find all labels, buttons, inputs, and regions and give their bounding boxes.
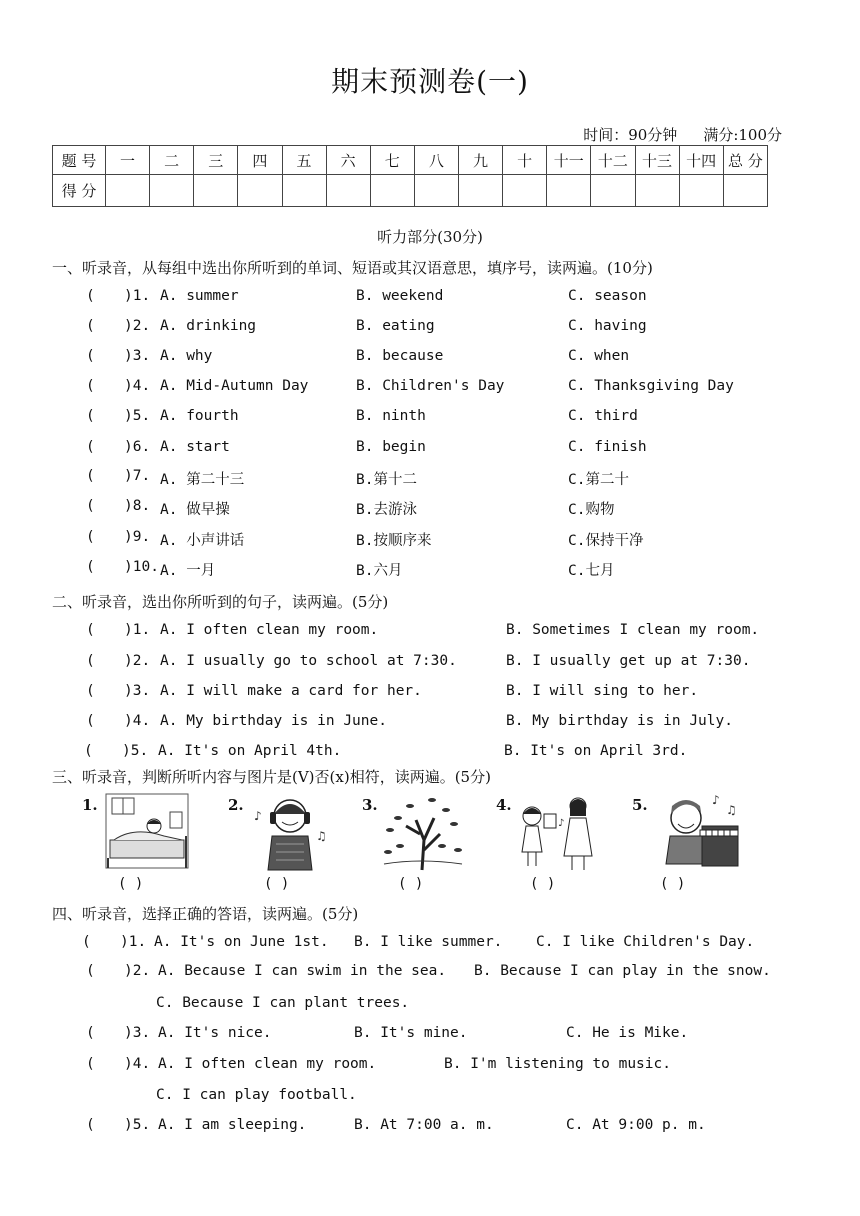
section-1-title: 一、听录音，从每组中选出你所听到的单词、短语或其汉语意思，填序号，读两遍。(10分) <box>52 259 653 277</box>
picture-number-4: 4. <box>496 796 512 814</box>
col-13: 十三 <box>635 146 679 175</box>
option-a[interactable]: A. I often clean my room. <box>160 622 379 638</box>
col-7: 七 <box>370 146 414 175</box>
option-b[interactable]: B. I usually get up at 7:30. <box>506 653 751 669</box>
score-cell[interactable] <box>503 175 547 207</box>
col-6: 六 <box>326 146 370 175</box>
question-number: )2. <box>124 318 151 334</box>
question-number: )2. <box>124 653 151 669</box>
answer-bracket-open[interactable]: ( <box>86 498 95 514</box>
question-number: )3. <box>124 1025 151 1041</box>
option-c[interactable]: C. I can play football. <box>156 1087 357 1103</box>
answer-bracket-open[interactable]: ( <box>86 348 95 364</box>
picture-number-2: 2. <box>228 796 244 814</box>
answer-bracket-open[interactable]: ( <box>86 288 95 304</box>
score-cell[interactable] <box>238 175 282 207</box>
answer-bracket-open[interactable]: ( <box>86 653 95 669</box>
score-table-header-row <box>53 146 768 175</box>
option-b[interactable]: B. I will sing to her. <box>506 683 699 699</box>
option-a[interactable]: A. 第二十三 <box>160 472 245 488</box>
option-c[interactable]: C. third <box>568 408 638 424</box>
question-number: )3. <box>124 348 151 364</box>
header-label: 题 号 <box>53 146 106 175</box>
svg-text:♫: ♫ <box>726 803 737 817</box>
option-b[interactable]: B.第十二 <box>356 472 417 488</box>
answer-bracket-open[interactable]: ( <box>84 743 93 759</box>
option-c[interactable]: C. season <box>568 288 647 304</box>
page-title: 期末预测卷(一) <box>331 65 529 98</box>
question-number: )3. <box>124 683 151 699</box>
option-c[interactable]: C. Thanksgiving Day <box>568 378 734 394</box>
score-cell[interactable] <box>723 175 767 207</box>
svg-text:♪: ♪ <box>254 809 262 823</box>
question-number: )10. <box>124 559 159 575</box>
option-a[interactable]: A. It's on June 1st. <box>154 934 329 950</box>
option-a[interactable]: A. It's nice. <box>158 1025 272 1041</box>
picture-number-3: 3. <box>362 796 378 814</box>
answer-bracket-open[interactable]: ( <box>86 559 95 575</box>
col-total: 总 分 <box>723 146 767 175</box>
col-11: 十一 <box>547 146 591 175</box>
girl-sick-in-bed-icon <box>104 790 190 872</box>
option-c[interactable]: C.第二十 <box>568 472 629 488</box>
answer-bracket-open[interactable]: ( <box>86 1056 95 1072</box>
option-a[interactable]: A. Because I can swim in the sea. <box>158 963 447 979</box>
score-cell[interactable] <box>679 175 723 207</box>
picture-number-5: 5. <box>632 796 648 814</box>
section-4-title: 四、听录音，选择正确的答语，读两遍。(5分) <box>52 905 359 923</box>
answer-bracket-open[interactable]: ( <box>86 439 95 455</box>
col-2: 二 <box>150 146 194 175</box>
score-cell[interactable] <box>459 175 503 207</box>
option-a[interactable]: A. 一月 <box>160 563 216 579</box>
total-score: 满分:100分 <box>703 126 782 144</box>
time-limit: 时间：90分钟 <box>583 126 678 144</box>
option-a[interactable]: A. fourth <box>160 408 239 424</box>
answer-bracket-3[interactable]: ( ) <box>398 876 424 892</box>
score-table-score-row <box>53 175 768 207</box>
section-2-title: 二、听录音，选出你所听到的句子，读两遍。(5分) <box>52 593 389 611</box>
col-14: 十四 <box>679 146 723 175</box>
option-b[interactable]: B.六月 <box>356 563 403 579</box>
svg-text:♪: ♪ <box>558 818 565 829</box>
girls-giving-card-icon <box>514 790 600 872</box>
option-b[interactable]: B. I'm listening to music. <box>444 1056 671 1072</box>
answer-bracket-1[interactable]: ( ) <box>118 876 144 892</box>
answer-bracket-5[interactable]: ( ) <box>660 876 686 892</box>
option-b[interactable]: B. At 7:00 a. m. <box>354 1117 494 1133</box>
question-number: )5. <box>124 1117 151 1133</box>
score-cell[interactable] <box>591 175 635 207</box>
option-a[interactable]: A. I often clean my room. <box>158 1056 377 1072</box>
answer-bracket-2[interactable]: ( ) <box>264 876 290 892</box>
option-a[interactable]: A. 做早操 <box>160 502 230 518</box>
section-3-title: 三、听录音，判断所听内容与图片是(V)否(x)相符，读两遍。(5分) <box>52 768 491 786</box>
option-a[interactable]: A. I am sleeping. <box>158 1117 307 1133</box>
score-cell[interactable] <box>414 175 458 207</box>
answer-bracket-open[interactable]: ( <box>86 318 95 334</box>
boy-listening-music-icon <box>248 790 334 872</box>
score-table <box>52 145 768 207</box>
option-b[interactable]: B. I like summer. <box>354 934 503 950</box>
col-12: 十二 <box>591 146 635 175</box>
question-number: )2. <box>124 963 151 979</box>
col-9: 九 <box>459 146 503 175</box>
answer-bracket-open[interactable]: ( <box>86 1117 95 1133</box>
score-cell[interactable] <box>194 175 238 207</box>
score-cell[interactable] <box>326 175 370 207</box>
option-c[interactable]: C. He is Mike. <box>566 1025 689 1041</box>
col-1: 一 <box>106 146 150 175</box>
option-b[interactable]: B. Sometimes I clean my room. <box>506 622 760 638</box>
question-number: )5. <box>124 408 151 424</box>
question-number: )4. <box>124 1056 151 1072</box>
svg-text:♫: ♫ <box>316 829 327 843</box>
col-8: 八 <box>414 146 458 175</box>
option-a[interactable]: A. why <box>160 348 213 364</box>
answer-bracket-4[interactable]: ( ) <box>530 876 556 892</box>
option-b[interactable]: B. Children's Day <box>356 378 505 394</box>
option-b[interactable]: B. eating <box>356 318 435 334</box>
option-b[interactable]: B. ninth <box>356 408 426 424</box>
option-c[interactable]: C. finish <box>568 439 647 455</box>
question-number: )5. <box>122 743 149 759</box>
option-b[interactable]: B. It's on April 3rd. <box>504 743 688 759</box>
option-c[interactable]: C.七月 <box>568 563 615 579</box>
answer-bracket-open[interactable]: ( <box>86 408 95 424</box>
time-info <box>557 124 782 145</box>
answer-bracket-open[interactable]: ( <box>86 683 95 699</box>
question-number: )7. <box>124 468 151 484</box>
answer-bracket-open[interactable]: ( <box>86 622 95 638</box>
option-b[interactable]: B. Because I can play in the snow. <box>474 963 771 979</box>
score-cell[interactable] <box>635 175 679 207</box>
option-c[interactable]: C. having <box>568 318 647 334</box>
option-a[interactable]: A. I usually go to school at 7:30. <box>160 653 457 669</box>
option-c[interactable]: C. when <box>568 348 630 364</box>
listening-part-title: 听力部分(30分) <box>377 228 483 246</box>
answer-bracket-open[interactable]: ( <box>86 529 95 545</box>
option-a[interactable]: A. Mid-Autumn Day <box>160 378 309 394</box>
answer-bracket-open[interactable]: ( <box>82 934 91 950</box>
option-c[interactable]: C. I like Children's Day. <box>536 934 755 950</box>
option-b[interactable]: B. begin <box>356 439 426 455</box>
option-b[interactable]: B.按顺序来 <box>356 533 432 549</box>
answer-bracket-open[interactable]: ( <box>86 1025 95 1041</box>
col-4: 四 <box>238 146 282 175</box>
option-c[interactable]: C.保持干净 <box>568 533 644 549</box>
col-10: 十 <box>503 146 547 175</box>
question-number: )4. <box>124 378 151 394</box>
option-c[interactable]: C.购物 <box>568 502 615 518</box>
answer-bracket-open[interactable]: ( <box>86 378 95 394</box>
score-cell[interactable] <box>282 175 326 207</box>
option-b[interactable]: B. It's mine. <box>354 1025 468 1041</box>
boy-playing-piano-icon <box>656 790 742 872</box>
option-a[interactable]: A. My birthday is in June. <box>160 713 387 729</box>
option-a[interactable]: A. 小声讲话 <box>160 533 245 549</box>
score-cell[interactable] <box>106 175 150 207</box>
col-3: 三 <box>194 146 238 175</box>
svg-text:♪: ♪ <box>712 793 720 807</box>
option-a[interactable]: A. It's on April 4th. <box>158 743 342 759</box>
score-cell[interactable] <box>150 175 194 207</box>
question-number: )4. <box>124 713 151 729</box>
tree-falling-leaves-icon <box>380 790 466 872</box>
answer-bracket-open[interactable]: ( <box>86 713 95 729</box>
question-number: )6. <box>124 439 151 455</box>
question-number: )8. <box>124 498 151 514</box>
answer-bracket-open[interactable]: ( <box>86 963 95 979</box>
score-cell[interactable] <box>547 175 591 207</box>
option-a[interactable]: A. start <box>160 439 230 455</box>
option-c[interactable]: C. At 9:00 p. m. <box>566 1117 706 1133</box>
option-c[interactable]: C. Because I can plant trees. <box>156 995 410 1011</box>
option-b[interactable]: B. because <box>356 348 444 364</box>
score-cell[interactable] <box>370 175 414 207</box>
answer-bracket-open[interactable]: ( <box>86 468 95 484</box>
col-5: 五 <box>282 146 326 175</box>
question-number: )1. <box>124 288 151 304</box>
question-number: )1. <box>120 934 147 950</box>
option-b[interactable]: B. My birthday is in July. <box>506 713 733 729</box>
question-number: )9. <box>124 529 151 545</box>
option-a[interactable]: A. summer <box>160 288 239 304</box>
option-a[interactable]: A. drinking <box>160 318 257 334</box>
question-number: )1. <box>124 622 151 638</box>
option-a[interactable]: A. I will make a card for her. <box>160 683 422 699</box>
score-label: 得 分 <box>53 175 106 207</box>
picture-number-1: 1. <box>82 796 98 814</box>
option-b[interactable]: B. weekend <box>356 288 444 304</box>
option-b[interactable]: B.去游泳 <box>356 502 417 518</box>
